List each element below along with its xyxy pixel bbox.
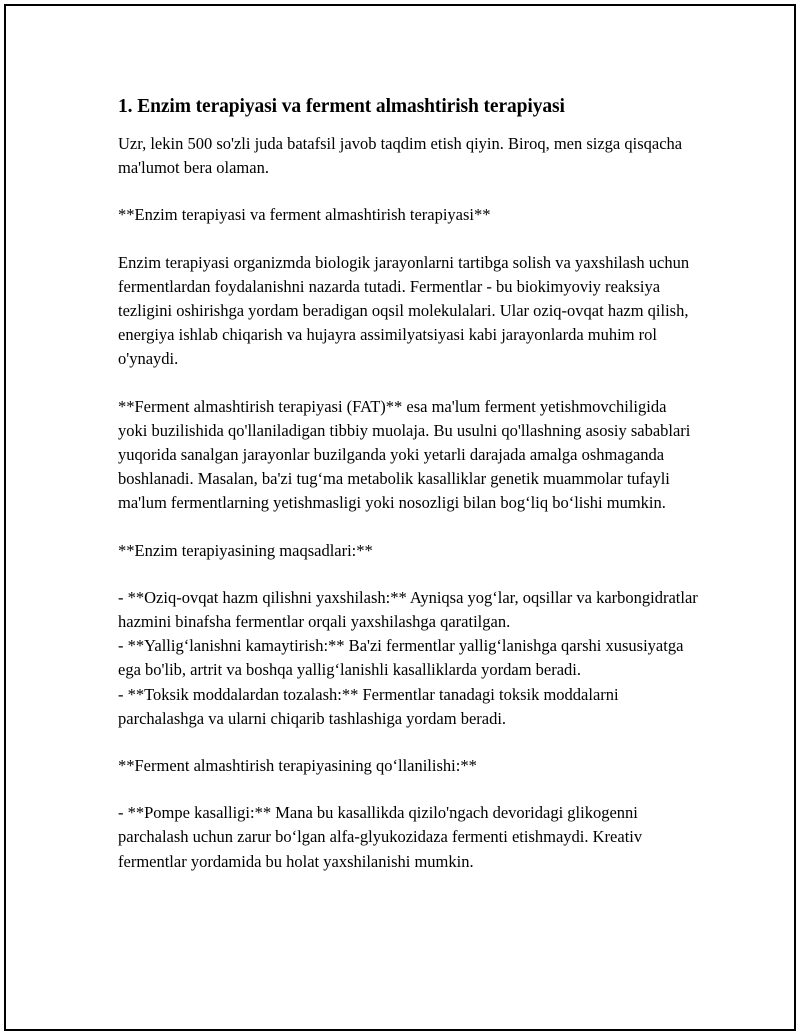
section-heading-enzyme-therapy: **Enzim terapiyasi va ferment almashtirish terapiyasi** — [118, 205, 491, 225]
list-item: - **Yallig‘lanishni kamaytirish:** Ba'zi fermentlar yallig‘lanishga qarshi xususiyatga ega bo'lib, artrit va boshqa yallig‘lanishli kasalliklarda yordam beradi. — [118, 636, 684, 680]
document-title: 1. Enzim terapiyasi va ferment almashtirish terapiyasi — [118, 96, 565, 117]
application-heading: **Ferment almashtirish terapiyasining qo‘llanilishi:** — [118, 756, 477, 776]
application-list — [118, 801, 698, 874]
enzyme-therapy-paragraph: Enzim terapiyasi organizmda biologik jarayonlarni tartibga solish va yaxshilash uchun fermentlardan foydalanishni nazarda tutadi. Fermentlar - bu biokimyoviy reaksiya tezligini oshirishga yordam beradigan oqsil molekulalari. Ular oziq-ovqat hazm qilish, energiya ishlab chiqarish va hujayra assimilyatsiyasi kabi jarayonlarda muhim rol o'ynaydi. — [118, 252, 690, 369]
document-body — [118, 94, 698, 897]
list-item: - **Oziq-ovqat hazm qilishni yaxshilash:** Ayniqsa yog‘lar, oqsillar va karbongidratlar hazmini binafsha fermentlar orqali yaxshilashga qaratilgan. — [118, 587, 698, 632]
list-item: - **Toksik moddalardan tozalash:** Fermentlar tanadagi toksik moddalarni parchalashga va ularni chiqarib tashlashiga yordam beradi. — [118, 684, 619, 728]
intro-paragraph: Uzr, lekin 500 so'zli juda batafsil javob taqdim etish qiyin. Biroq, men sizga qisqacha ma'lumot bera olaman. — [118, 134, 683, 178]
goals-list — [118, 586, 698, 731]
fat-paragraph: **Ferment almashtirish terapiyasi (FAT)** esa ma'lum ferment yetishmovchiligida yoki buzilishida qo'llaniladigan tibbiy muolaja. Bu usulni qo'llashning asosiy sabablari yuqorida sanalgan jarayonlar buzilganda yoki yetarli darajada amalga oshmaganda boshlanadi. Masalan, ba'zi tug‘ma metabolik kasalliklar genetik muammolar tufayli ma'lum fermentlarning yetishmasligi yoki nosozligi bilan bog‘liq bo‘lishi mumkin. — [118, 396, 691, 513]
goals-heading: **Enzim terapiyasining maqsadlari:** — [118, 540, 373, 560]
list-item: - **Pompe kasalligi:** Mana bu kasallikda qizilo'ngach devoridagi glikogenni parchalash uchun zarur bo‘lgan alfa-glyukozidaza fermenti etishmaydi. Kreativ fermentlar yordamida bu holat yaxshilanishi mumkin. — [118, 803, 643, 871]
